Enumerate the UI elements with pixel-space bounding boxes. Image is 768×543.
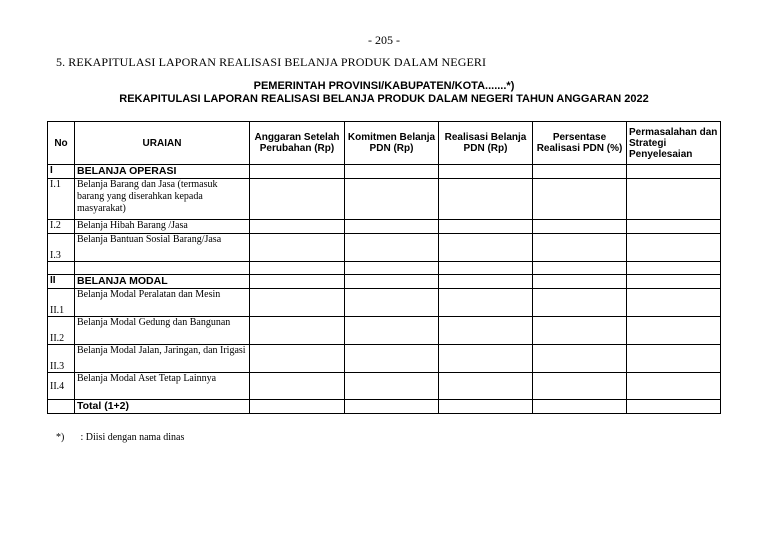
report-title xyxy=(0,80,768,106)
cell-persentase xyxy=(533,345,627,373)
cell-persentase xyxy=(533,275,627,289)
header-no: No xyxy=(48,122,75,165)
row-no: II.2 xyxy=(48,317,75,345)
cell-realisasi xyxy=(439,400,533,414)
recap-table xyxy=(47,121,721,414)
header-persentase: Persentase Realisasi PDN (%) xyxy=(533,122,627,165)
table-row xyxy=(48,345,721,373)
row-desc: Belanja Modal Jalan, Jaringan, dan Irigasi xyxy=(75,345,250,373)
row-no: II xyxy=(48,275,75,289)
report-title-line1: PEMERINTAH PROVINSI/KABUPATEN/KOTA.......*) xyxy=(253,80,515,92)
row-no: I.2 xyxy=(48,220,75,234)
table-row xyxy=(48,275,721,289)
page-number: - 205 - xyxy=(368,33,400,47)
row-desc xyxy=(75,262,250,275)
header-realisasi: Realisasi Belanja PDN (Rp) xyxy=(439,122,533,165)
table-row xyxy=(48,373,721,400)
cell-persentase xyxy=(533,165,627,179)
cell-anggaran xyxy=(250,373,345,400)
cell-permasalahan xyxy=(627,262,721,275)
table-row-empty xyxy=(48,262,721,275)
row-no xyxy=(48,400,75,414)
row-desc: Belanja Barang dan Jasa (termasuk barang yang diserahkan kepada masyarakat) xyxy=(75,179,250,220)
row-no: II.3 xyxy=(48,345,75,373)
cell-komitmen xyxy=(345,345,439,373)
cell-permasalahan xyxy=(627,234,721,262)
cell-komitmen xyxy=(345,165,439,179)
table-header-row xyxy=(48,122,721,165)
cell-persentase xyxy=(533,289,627,317)
cell-permasalahan xyxy=(627,345,721,373)
cell-permasalahan xyxy=(627,317,721,345)
row-no: I.1 xyxy=(48,179,75,220)
cell-permasalahan xyxy=(627,275,721,289)
cell-persentase xyxy=(533,400,627,414)
cell-persentase xyxy=(533,179,627,220)
table-row xyxy=(48,165,721,179)
section-heading: 5. REKAPITULASI LAPORAN REALISASI BELANJA PRODUK DALAM NEGERI xyxy=(56,55,487,69)
report-title-line2: REKAPITULASI LAPORAN REALISASI BELANJA PRODUK DALAM NEGERI TAHUN ANGGARAN 2022 xyxy=(119,93,649,105)
footnote-mark: *) xyxy=(56,432,65,443)
row-no: I xyxy=(48,165,75,179)
table-row xyxy=(48,179,721,220)
cell-realisasi xyxy=(439,262,533,275)
footnote-text: : Diisi dengan nama dinas xyxy=(80,432,185,443)
cell-permasalahan xyxy=(627,220,721,234)
cell-realisasi xyxy=(439,179,533,220)
row-desc: BELANJA OPERASI xyxy=(75,165,250,179)
cell-komitmen xyxy=(345,400,439,414)
cell-persentase xyxy=(533,234,627,262)
cell-anggaran xyxy=(250,317,345,345)
row-desc: Belanja Bantuan Sosial Barang/Jasa xyxy=(75,234,250,262)
row-no: I.3 xyxy=(48,234,75,262)
cell-realisasi xyxy=(439,373,533,400)
cell-komitmen xyxy=(345,234,439,262)
cell-permasalahan xyxy=(627,400,721,414)
table-row-total xyxy=(48,400,721,414)
row-desc: BELANJA MODAL xyxy=(75,275,250,289)
cell-persentase xyxy=(533,373,627,400)
cell-persentase xyxy=(533,317,627,345)
cell-realisasi xyxy=(439,220,533,234)
cell-anggaran xyxy=(250,289,345,317)
cell-realisasi xyxy=(439,317,533,345)
table-row xyxy=(48,234,721,262)
row-desc: Belanja Modal Aset Tetap Lainnya xyxy=(75,373,250,400)
cell-komitmen xyxy=(345,275,439,289)
header-komitmen: Komitmen Belanja PDN (Rp) xyxy=(345,122,439,165)
cell-permasalahan xyxy=(627,165,721,179)
table-row xyxy=(48,289,721,317)
cell-anggaran xyxy=(250,220,345,234)
cell-permasalahan xyxy=(627,289,721,317)
table-row xyxy=(48,220,721,234)
header-anggaran: Anggaran Setelah Perubahan (Rp) xyxy=(250,122,345,165)
cell-komitmen xyxy=(345,289,439,317)
cell-komitmen xyxy=(345,317,439,345)
cell-realisasi xyxy=(439,165,533,179)
cell-persentase xyxy=(533,220,627,234)
cell-komitmen xyxy=(345,262,439,275)
cell-komitmen xyxy=(345,220,439,234)
row-desc: Belanja Hibah Barang /Jasa xyxy=(75,220,250,234)
table-row xyxy=(48,317,721,345)
cell-anggaran xyxy=(250,275,345,289)
cell-anggaran xyxy=(250,400,345,414)
cell-realisasi xyxy=(439,289,533,317)
cell-anggaran xyxy=(250,165,345,179)
row-no: II.1 xyxy=(48,289,75,317)
header-permasalahan: Permasalahan dan Strategi Penyelesaian xyxy=(627,122,721,165)
cell-realisasi xyxy=(439,345,533,373)
cell-anggaran xyxy=(250,234,345,262)
row-no: II.4 xyxy=(48,373,75,400)
cell-anggaran xyxy=(250,262,345,275)
cell-komitmen xyxy=(345,179,439,220)
row-no xyxy=(48,262,75,275)
footnote xyxy=(56,432,184,443)
cell-anggaran xyxy=(250,179,345,220)
row-desc: Belanja Modal Peralatan dan Mesin xyxy=(75,289,250,317)
cell-permasalahan xyxy=(627,179,721,220)
cell-persentase xyxy=(533,262,627,275)
cell-permasalahan xyxy=(627,373,721,400)
cell-realisasi xyxy=(439,234,533,262)
row-desc: Belanja Modal Gedung dan Bangunan xyxy=(75,317,250,345)
header-uraian: URAIAN xyxy=(75,122,250,165)
cell-realisasi xyxy=(439,275,533,289)
total-label: Total (1+2) xyxy=(75,400,250,414)
cell-komitmen xyxy=(345,373,439,400)
cell-anggaran xyxy=(250,345,345,373)
